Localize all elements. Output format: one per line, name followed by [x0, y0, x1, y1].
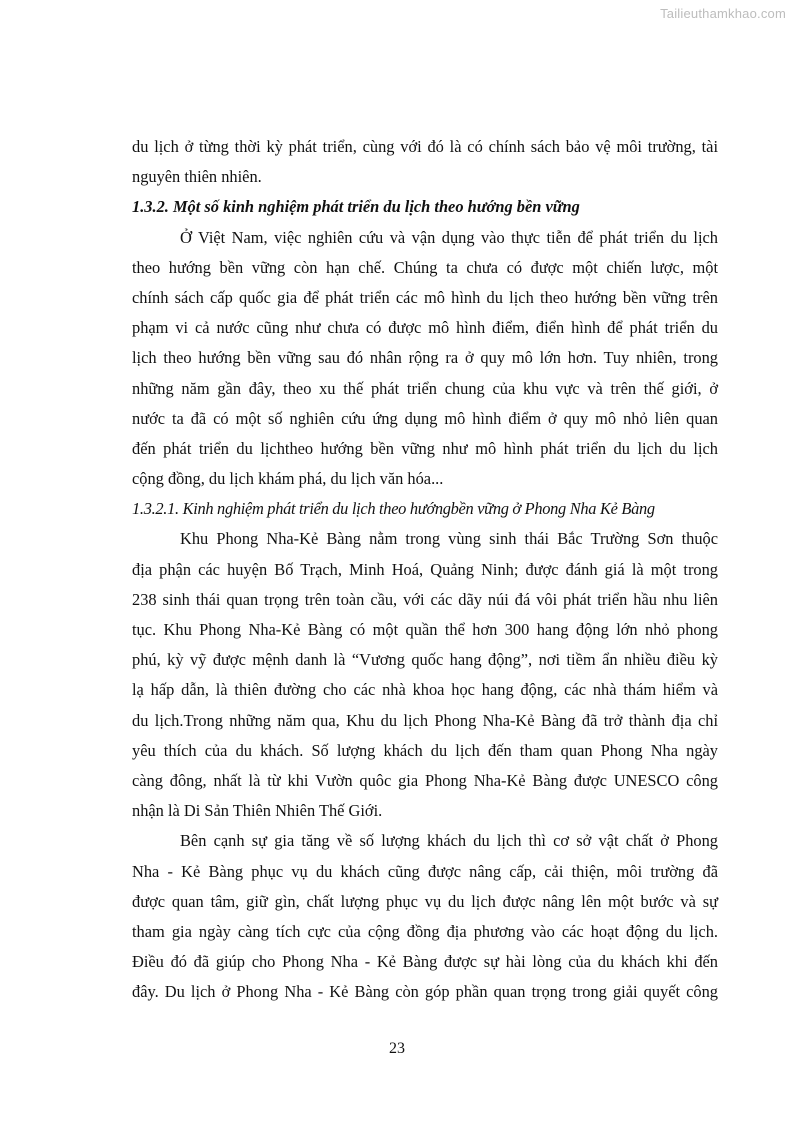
text-line: Điều đó đã giúp cho Phong Nha - Kẻ Bàng được sự hài lòng của du khách khi đến	[132, 952, 718, 972]
page-number: 23	[389, 1040, 405, 1057]
text-line: tục. Khu Phong Nha-Kẻ Bàng có một quần thể hơn 300 hang động lớn nhỏ phong	[132, 620, 718, 639]
text-line: đây. Du lịch ở Phong Nha - Kẻ Bàng còn góp phần quan trọng trong giải quyết công	[132, 982, 718, 1002]
text-line: Nha - Kẻ Bàng phục vụ du khách cũng được nâng cấp, cải thiện, môi trường đã	[132, 861, 718, 881]
text-line: địa phận các huyện Bố Trạch, Minh Hoá, Quảng Ninh; được đánh giá là một trong	[132, 559, 718, 579]
text-line: Khu Phong Nha-Kẻ Bàng nằm trong vùng sinh thái Bắc Trường Sơn thuộc	[180, 529, 718, 549]
text-line: 238 sinh thái quan trọng trên toàn cầu, với các dãy núi đá vôi phát triển hầu nhu liên	[132, 589, 718, 609]
text-line: nước ta đã có một số nghiên cứu ứng dụng mô hình điểm ở quy mô nhỏ liên quan	[132, 408, 718, 428]
text-line: càng đông, nhất là từ khi Vườn quôc gia Phong Nha-Kẻ Bàng được UNESCO công	[132, 770, 718, 790]
section-heading: 1.3.2. Một số kinh nghiệm phát triển du lịch theo hướng bền vững	[132, 197, 580, 217]
text-line: Ở Việt Nam, việc nghiên cứu và vận dụng vào thực tiễn để phát triển du lịch	[180, 227, 718, 247]
text-line: lịch theo hướng bền vững sau đó nhân rộng ra ở quy mô lớn hơn. Tuy nhiên, trong	[132, 348, 718, 368]
text-line: Bên cạnh sự gia tăng về số lượng khách du lịch thì cơ sở vật chất ở Phong	[180, 831, 718, 851]
text-line: theo hướng bền vững còn hạn chế. Chúng ta chưa có được một chiến lược, một	[132, 257, 718, 277]
text-line: cộng đồng, du lịch khám phá, du lịch văn hóa...	[132, 469, 444, 489]
text-line: du lịch.Trong những năm qua, Khu du lịch Phong Nha-Kẻ Bàng đã trở thành địa chỉ	[132, 710, 718, 730]
section-heading: 1.3.2.1. Kinh nghiệm phát triển du lịch theo hướngbền vững ở Phong Nha Kẻ Bàng	[132, 499, 655, 519]
text-line: những năm gần đây, theo xu thế phát triển chung của khu vực và trên thế giới, ở	[132, 378, 718, 398]
text-line: lạ hấp dẫn, là thiên đường cho các nhà khoa học hang động, các nhà thám hiểm và	[132, 680, 718, 700]
text-line: được quan tâm, giữ gìn, chất lượng phục vụ du lịch được nâng lên một bước và sự	[132, 891, 718, 911]
text-line: phú, kỳ vỹ được mệnh danh là “Vương quốc hang động”, nơi tiềm ẩn nhiều điều kỳ	[132, 650, 718, 670]
text-line: phạm vi cả nước cũng như chưa có được mô hình điểm, điển hình để phát triển du	[132, 318, 718, 338]
document-body	[132, 132, 718, 1007]
text-line: yêu thích của du khách. Số lượng khách du lịch đến tham quan Phong Nha ngày	[132, 740, 718, 760]
text-line: du lịch ở từng thời kỳ phát triển, cùng với đó là có chính sách bảo vệ môi trường, tài	[132, 137, 718, 156]
text-line: chính sách cấp quốc gia để phát triển các mô hình du lịch theo hướng bền vững trên	[132, 287, 718, 307]
text-line: nhận là Di Sản Thiên Nhiên Thế Giới.	[132, 801, 383, 821]
watermark: Tailieuthamkhao.com	[660, 6, 786, 21]
text-line: nguyên thiên nhiên.	[132, 167, 262, 187]
text-line: tham gia ngày càng tích cực của cộng đồng địa phương vào các hoạt động du lịch.	[132, 921, 718, 941]
text-line: đến phát triển du lịchtheo hướng bền vững như mô hình phát triển du lịch du lịch	[132, 438, 718, 458]
